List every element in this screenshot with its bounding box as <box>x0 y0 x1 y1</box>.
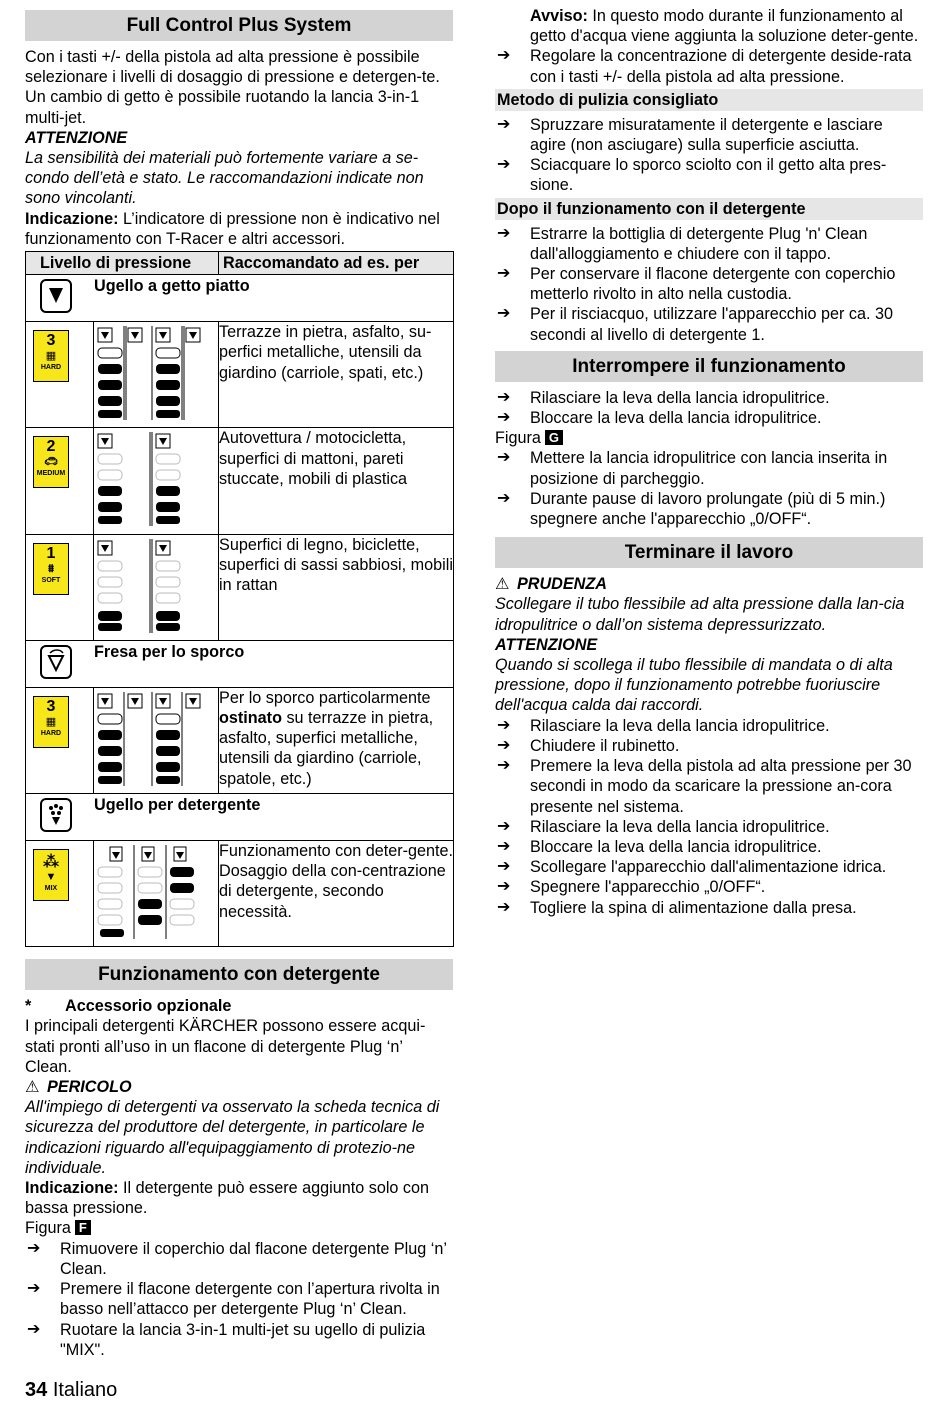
list-item: ➔ Bloccare la leva della lancia idropulitrice. <box>497 837 822 856</box>
pressure-switch-diagram-icon <box>94 688 219 788</box>
fence-icon: ⩩ <box>48 562 54 575</box>
dirt-blaster-description: Per lo sporco particolarmente ostinato su terrazze in pietra, asfalto, superfici metalliche, utensili da giardino (carriole, spatole, etc.) <box>219 687 454 793</box>
list-item: ➔ Sciacquare lo sporco sciolto con il getto alta pres-sione. <box>497 156 887 195</box>
brick-wall-icon: ▦ <box>45 715 57 728</box>
arrow-right-icon: ➔ <box>497 878 511 896</box>
figure-reference: Figura F <box>25 1218 453 1238</box>
detergent-intro: I principali detergenti KÄRCHER possono essere acqui-stati pronti all’uso in un flacone di detergente Plug ‘n’ Clean. <box>25 1017 426 1076</box>
attention-label: ATTENZIONE <box>495 635 598 654</box>
arrow-right-icon: ➔ <box>497 716 511 734</box>
arrow-right-icon: ➔ <box>497 817 511 835</box>
dirt-hard-badge: 3 ▦ HARD <box>33 696 69 748</box>
page-footer <box>25 1378 117 1402</box>
pressure-switch-diagram-icon <box>94 322 219 422</box>
detergent-nozzle-label: Ugello per detergente <box>94 796 261 815</box>
arrow-right-icon: ➔ <box>27 1239 41 1257</box>
note-paragraph <box>25 209 453 249</box>
arrow-right-icon: ➔ <box>497 224 511 242</box>
table-row <box>26 841 454 947</box>
arrow-right-icon: ➔ <box>497 736 511 754</box>
list-item: ➔ Rilasciare la leva della lancia idropulitrice. <box>497 388 830 407</box>
page-number: 34 <box>25 1379 48 1401</box>
note2-paragraph: Indicazione: Il detergente può essere aggiunto solo con bassa pressione. <box>25 1179 430 1218</box>
arrow-right-icon: ➔ <box>497 156 511 174</box>
attention-text: Quando si scollega il tubo flessibile di mandata o di alta pressione, dopo il funzionamento potrebbe fuoriuscire dell'acqua calda dai raccordi. <box>495 656 893 715</box>
car-icon: 🚗︎ <box>44 456 58 469</box>
level-2-description: Autovettura / motocicletta, superfici di mattoni, pareti stuccate, mobili di plastica <box>219 428 454 534</box>
table-row <box>26 794 454 841</box>
arrow-right-icon: ➔ <box>497 757 511 775</box>
table-row <box>26 687 454 793</box>
list-item: ➔ Spruzzare misuratamente il detergente e lasciare agire (non asciugare) sulla superficie asciutta. <box>497 115 883 155</box>
level-3-description: Terrazze in pietra, asfalto, su-perfici metalliche, utensili da giardino (carriole, spati, etc.) <box>219 322 454 428</box>
level-soft-badge: 1 ⩩ SOFT <box>33 543 69 595</box>
list-item: ➔ Estrarre la bottiglia di detergente Plug 'n' Clean dall'alloggiamento e chiudere con il tappo. <box>497 224 868 263</box>
figure-letter-badge: G <box>545 430 563 445</box>
arrow-right-icon: ➔ <box>497 409 511 427</box>
arrow-right-icon: ➔ <box>497 489 511 507</box>
danger-text: All'impiego di detergenti va osservato la scheda tecnica di sicurezza del produttore del detergente, in particolare le indicazioni riguardo all'equipaggiamento di protezio-ne individuale. <box>25 1098 440 1177</box>
note-text: L’indicatore di pressione non è indicativo nel funzionamento con T-Racer e altri accessori. <box>25 209 440 248</box>
list-item: ➔ Per il risciacquo, utilizzare l'apparecchio per ca. 30 secondi al livello di detergente 1. <box>497 305 893 344</box>
arrow-right-icon: ➔ <box>497 837 511 855</box>
warning-triangle-icon: ⚠ <box>25 1078 40 1097</box>
brick-wall-icon: ▦ <box>45 350 57 363</box>
subsection-title-after: Dopo il funzionamento con il detergente <box>495 198 923 220</box>
warning-triangle-icon: ⚠ <box>495 575 510 594</box>
pressure-level-table <box>25 251 454 947</box>
avviso-paragraph: Avviso: In questo modo durante il funzionamento al getto d'acqua viene aggiunta la soluzione deter-gente. <box>530 7 919 46</box>
arrow-right-icon: ➔ <box>497 898 511 916</box>
list-item: ➔ Bloccare la leva della lancia idropulitrice. <box>497 409 822 428</box>
level-hard-badge: 3 ▦ HARD <box>33 330 69 382</box>
detergent-switch-diagram-icon <box>94 841 219 941</box>
section-title-detergent: Funzionamento con detergente <box>25 959 453 990</box>
list-item: ➔ Rilasciare la leva della lancia idropulitrice. <box>497 817 830 836</box>
note-label: Indicazione: <box>25 209 119 228</box>
level-mix-badge: ⁂ ▼ MIX <box>33 849 69 901</box>
table-header-row <box>26 252 454 275</box>
list-item: ➔ Spegnere l'apparecchio „0/OFF“. <box>497 878 766 897</box>
section-title-finish: Terminare il lavoro <box>495 537 923 568</box>
pressure-switch-diagram-icon <box>94 428 219 528</box>
accessory-note: * Accessorio opzionale <box>25 997 232 1016</box>
level-medium-badge: 2 🚗︎ MEDIUM <box>33 436 69 488</box>
caution-text: Scollegare il tubo flessibile ad alta pressione dalla lan-cia idropulitrice o dall’on sistema depressurizzato. <box>495 595 905 634</box>
list-item: ➔ Per conservare il flacone detergente con coperchio metterlo rivolto in alto nella custodia. <box>497 265 896 304</box>
attention-text: La sensibilità dei materiali può fortemente variare a se-condo dell’età e stato. Le raccomandazioni indicate non sono vincolanti. <box>25 149 424 208</box>
dirt-blaster-label: Fresa per lo sporco <box>94 642 245 661</box>
figure-letter-badge: F <box>75 1220 91 1235</box>
table-row <box>26 640 454 687</box>
table-row <box>26 428 454 534</box>
flat-nozzle-label: Ugello a getto piatto <box>94 277 250 296</box>
arrow-right-icon: ➔ <box>27 1280 41 1298</box>
grapes-icon: ⁂ <box>42 854 60 872</box>
arrow-right-icon: ➔ <box>497 265 511 283</box>
table-row <box>26 322 454 428</box>
dirt-blaster-nozzle-icon <box>40 645 72 679</box>
arrow-right-icon: ➔ <box>497 858 511 876</box>
list-item: ➔ Scollegare l'apparecchio dall'alimentazione idrica. <box>497 858 887 877</box>
list-item: ➔ Durante pause di lavoro prolungate (più di 5 min.) spegnere anche l'apparecchio „0/OFF“. <box>497 489 886 529</box>
footer-language: Italiano <box>52 1379 118 1401</box>
danger-heading: ⚠ PERICOLO <box>25 1078 132 1097</box>
left-column <box>25 8 453 1360</box>
list-item: ➔ Rimuovere il coperchio dal flacone detergente Plug ‘n’ Clean. <box>27 1239 447 1278</box>
list-item: ➔ Rilasciare la leva della lancia idropulitrice. <box>497 716 830 735</box>
table-header-level: Livello di pressione <box>26 252 219 275</box>
list-item: ➔ Togliere la spina di alimentazione dalla presa. <box>497 898 857 917</box>
arrow-right-icon: ➔ <box>497 305 511 323</box>
level-1-description: Superfici di legno, biciclette, superfici di sassi sabbiosi, mobili in rattan <box>219 534 454 640</box>
mix-description: Funzionamento con deter-gente. Dosaggio della con-centrazione di detergente, secondo necessità. <box>219 841 454 947</box>
detergent-nozzle-icon <box>40 798 72 832</box>
list-item: ➔ Regolare la concentrazione di detergente deside-rata con i tasti +/- della pistola ad alta pressione. <box>497 47 912 86</box>
flat-jet-nozzle-icon <box>40 279 72 313</box>
table-row <box>26 534 454 640</box>
table-row <box>26 275 454 322</box>
table-header-recommended: Raccomandato ad es. per <box>219 252 454 275</box>
arrow-right-icon: ➔ <box>27 1320 41 1338</box>
arrow-right-icon: ➔ <box>497 388 511 406</box>
arrow-right-icon: ➔ <box>497 47 511 65</box>
caution-heading: ⚠ PRUDENZA <box>495 575 607 594</box>
list-item: ➔ Premere il flacone detergente con l’apertura rivolta in basso nell’attacco per detergente Plug ‘n’ Clean. <box>27 1280 440 1319</box>
right-column <box>495 6 923 918</box>
section-title-interrupt: Interrompere il funzionamento <box>495 351 923 382</box>
list-item: ➔ Chiudere il rubinetto. <box>497 736 680 755</box>
list-item: ➔ Mettere la lancia idropulitrice con lancia inserita in posizione di parcheggio. <box>497 449 888 488</box>
section-title-full-control: Full Control Plus System <box>25 10 453 41</box>
arrow-right-icon: ➔ <box>497 449 511 467</box>
list-item: ➔ Ruotare la lancia 3-in-1 multi-jet su ugello di pulizia "MIX". <box>27 1320 426 1359</box>
subsection-title-method: Metodo di pulizia consigliato <box>495 89 923 111</box>
arrow-right-icon: ➔ <box>497 115 511 133</box>
pressure-switch-diagram-icon <box>94 535 219 635</box>
figure-reference: Figura G <box>495 428 923 448</box>
list-item: ➔ Premere la leva della pistola ad alta pressione per 30 secondi in modo da scaricare la pressione an-cora presente nel sistema. <box>497 757 912 816</box>
attention-label: ATTENZIONE <box>25 128 128 147</box>
intro-text: Con i tasti +/- della pistola ad alta pressione è possibile selezionare i livelli di dosaggio di pressione e detergen-te. Un cambio di getto è possibile ruotando la lancia 3-in-1 multi-jet. <box>25 48 440 127</box>
